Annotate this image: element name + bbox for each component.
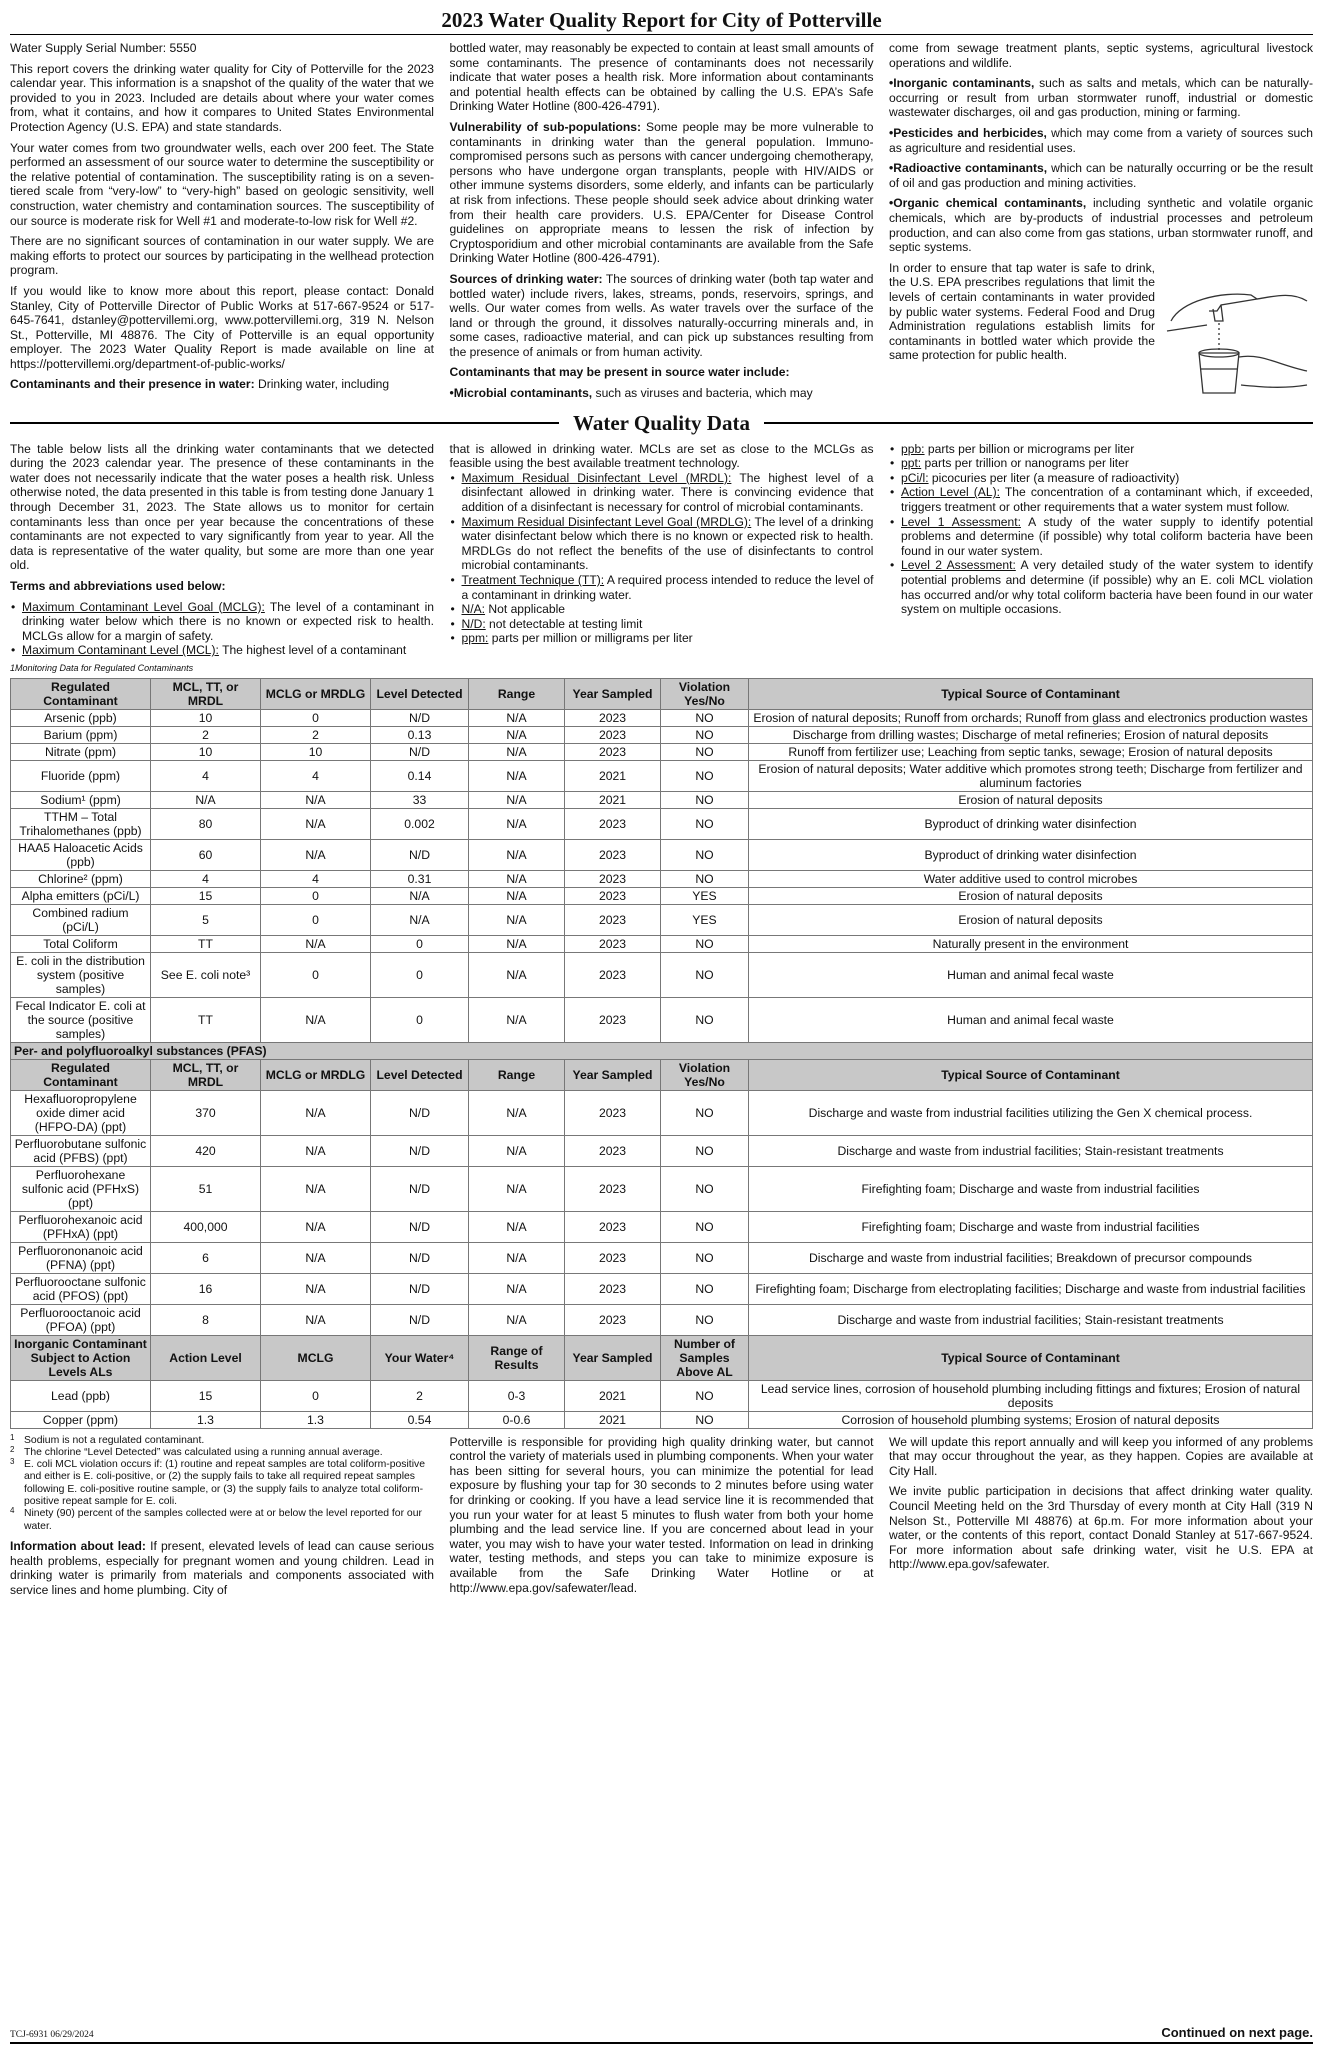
- contaminant-bullet: • Radioactive contaminants, which can be naturally occurring or be the result of oil and gas production and mining activities.: [889, 161, 1313, 190]
- table-row: [11, 887, 1313, 904]
- table-cell: 0.13: [371, 726, 469, 743]
- pfas-row: [11, 1304, 1313, 1335]
- table-cell: 2023: [565, 887, 661, 904]
- section-heading: Water Quality Data: [573, 410, 750, 435]
- table-cell: 2021: [565, 1411, 661, 1428]
- report-page: [10, 6, 1313, 2044]
- intro-paragraph: Contaminants and their presence in water: Drinking water, including: [10, 377, 390, 392]
- table-cell: N/D: [371, 1211, 469, 1242]
- table-row: [11, 726, 1313, 743]
- table-cell: Discharge and waste from industrial facilities; Stain-resistant treatments: [749, 1135, 1313, 1166]
- intro-paragraph: Your water comes from two groundwater wells, each over 200 feet. The State performed an assessment of our source water to determine the susceptibility or the relative potential of contamination. The susceptibility rating is on a seven-tiered scale from “very-low” to “very-high” based on geologic sensitivity, well construction, water chemistry and contamination sources. The susceptibility of our source is moderate risk for Well #1 and moderate-to-low risk for Well #2.: [10, 140, 434, 228]
- table-cell: TTHM – Total Trihalomethanes (ppb): [11, 808, 151, 839]
- term-item: • N/A: Not applicable: [462, 602, 874, 617]
- intro-paragraph: There are no significant sources of contamination in our water supply. We are making efforts to protect our sources by participating in the wellhead protection program.: [10, 234, 434, 278]
- term-continuation: that is allowed in drinking water. MCLs are set as close to the MCLGs as feasible using the best available treatment technology.: [449, 441, 874, 471]
- table-cell: TT: [151, 935, 261, 952]
- table-cell: Discharge from drilling wastes; Discharge of metal refineries; Erosion of natural deposits: [749, 726, 1313, 743]
- intro-paragraph: Vulnerability of sub-populations: Some people may be more vulnerable to contaminants in drinking water than the general population. Immuno-compromised persons such as persons with cancer undergoing chemotherapy, persons who have undergone organ transplants, people with HIV/AIDS or other immune systems disorders, some elderly, and infants can be particularly at risk from infections. These people should seek advice about drinking water from their health care providers. U.S. EPA/Center for Disease Control guidelines on appropriate means to lessen the risk of infection by Cryptosporidium and other microbial contaminants are available from the Safe Drinking Water Hotline (800-426-4791).: [449, 119, 874, 266]
- table-cell: 370: [151, 1090, 261, 1135]
- intro-subheading: Contaminants that may be present in source water include:: [449, 365, 790, 380]
- column-header: Year Sampled: [565, 1059, 661, 1090]
- table-cell: Discharge and waste from industrial facilities; Stain-resistant treatments: [749, 1304, 1313, 1335]
- column-header: Typical Source of Contaminant: [749, 1059, 1313, 1090]
- table-cell: N/A: [469, 726, 565, 743]
- pfas-rows: [11, 1090, 1313, 1335]
- lead-col-3: [889, 1435, 1313, 1602]
- table-cell: Byproduct of drinking water disinfection: [749, 839, 1313, 870]
- pfas-row: [11, 1090, 1313, 1135]
- table-cell: 2023: [565, 808, 661, 839]
- column-header: Typical Source of Contaminant: [749, 1335, 1313, 1380]
- column-header: MCL, TT, or MRDL: [151, 1059, 261, 1090]
- table-cell: 2023: [565, 709, 661, 726]
- pfas-row: [11, 1135, 1313, 1166]
- term-item: • Action Level (AL): The concentration of a contaminant which, if exceeded, triggers treatment or other requirements that a water system must follow.: [901, 485, 1313, 514]
- term-item: • Maximum Contaminant Level Goal (MCLG): The level of a contaminant in drinking water below which there is no known or expected risk to health. MCLGs allow for a margin of safety.: [22, 600, 434, 644]
- table-cell: N/A: [469, 1273, 565, 1304]
- table-cell: N/A: [469, 952, 565, 997]
- table-row: [11, 709, 1313, 726]
- table-cell: N/A: [261, 1166, 371, 1211]
- table-cell: N/A: [469, 887, 565, 904]
- term-item: • ppb: parts per billion or micrograms per liter: [901, 442, 1313, 457]
- table-cell: 0-3: [469, 1380, 565, 1411]
- table-cell: 4: [151, 870, 261, 887]
- table-cell: Perfluorohexanoic acid (PFHxA) (ppt): [11, 1211, 151, 1242]
- table-cell: NO: [661, 1242, 749, 1273]
- table-cell: Water additive used to control microbes: [749, 870, 1313, 887]
- table-cell: NO: [661, 1135, 749, 1166]
- table-cell: Fecal Indicator E. coli at the source (positive samples): [11, 997, 151, 1042]
- table-cell: N/A: [469, 1090, 565, 1135]
- table-cell: 2023: [565, 1166, 661, 1211]
- table-cell: N/A: [261, 1211, 371, 1242]
- pfas-row: [11, 1273, 1313, 1304]
- table-cell: HAA5 Haloacetic Acids (ppb): [11, 839, 151, 870]
- table-cell: Perfluorobutane sulfonic acid (PFBS) (ppt): [11, 1135, 151, 1166]
- table-cell: 4: [261, 870, 371, 887]
- table-cell: 2023: [565, 839, 661, 870]
- table-cell: 0: [261, 709, 371, 726]
- table-cell: 2023: [565, 997, 661, 1042]
- table-cell: 0.002: [371, 808, 469, 839]
- term-item: • Maximum Residual Disinfectant Level Goal (MRDLG): The level of a drinking water disinfectant below which there is no known or expected risk to health. MRDLGs do not reflect the benefits of the use of disinfectants to control microbial contaminants.: [462, 515, 874, 573]
- pfas-row: [11, 1242, 1313, 1273]
- table-cell: N/A: [469, 743, 565, 760]
- table-cell: N/A: [261, 1090, 371, 1135]
- table-cell: 4: [261, 760, 371, 791]
- footer-columns: [10, 1432, 1313, 1602]
- table-cell: NO: [661, 997, 749, 1042]
- table-cell: NO: [661, 1166, 749, 1211]
- table-cell: 2023: [565, 1090, 661, 1135]
- table-cell: 0.31: [371, 870, 469, 887]
- table-cell: 60: [151, 839, 261, 870]
- table-row: [11, 904, 1313, 935]
- table-cell: Firefighting foam; Discharge and waste from industrial facilities: [749, 1211, 1313, 1242]
- table-cell: N/D: [371, 1090, 469, 1135]
- column-header: Regulated Contaminant: [11, 678, 151, 709]
- table-cell: NO: [661, 1211, 749, 1242]
- terms-list: [450, 471, 874, 646]
- pfas-row: [11, 1166, 1313, 1211]
- column-header: Range of Results: [469, 1335, 565, 1380]
- table-cell: N/A: [261, 808, 371, 839]
- table-cell: NO: [661, 952, 749, 997]
- column-header: Regulated Contaminant: [11, 1059, 151, 1090]
- table-cell: 0: [261, 952, 371, 997]
- footnotes-col: [10, 1432, 434, 1602]
- table-cell: N/A: [469, 904, 565, 935]
- action-level-row: [11, 1380, 1313, 1411]
- table-cell: Corrosion of household plumbing systems; Erosion of natural deposits: [749, 1411, 1313, 1428]
- table-cell: NO: [661, 1304, 749, 1335]
- table-cell: Total Coliform: [11, 935, 151, 952]
- table-cell: Firefighting foam; Discharge and waste from industrial facilities: [749, 1166, 1313, 1211]
- table-cell: 2021: [565, 760, 661, 791]
- table-cell: Discharge and waste from industrial facilities utilizing the Gen X chemical process.: [749, 1090, 1313, 1135]
- table-row: [11, 808, 1313, 839]
- table-cell: N/A: [469, 808, 565, 839]
- term-item: • Treatment Technique (TT): A required process intended to reduce the level of a contaminant in drinking water.: [462, 573, 874, 602]
- table-cell: See E. coli note³: [151, 952, 261, 997]
- table-cell: 2023: [565, 726, 661, 743]
- table-cell: N/D: [371, 1304, 469, 1335]
- column-header: Action Level: [151, 1335, 261, 1380]
- table-cell: NO: [661, 1380, 749, 1411]
- table-cell: 0: [371, 952, 469, 997]
- table-cell: Human and animal fecal waste: [749, 997, 1313, 1042]
- table-cell: NO: [661, 791, 749, 808]
- table-cell: 0: [261, 887, 371, 904]
- lead-paragraph: Potterville is responsible for providing high quality drinking water, but cannot control the variety of materials used in plumbing components. When your water has been sitting for several hours, you can minimize the potential for lead exposure by flushing your tap for 30 seconds to 2 minutes before using water for drinking or cooking. If you have a lead service line it is recommended that you run your water for at least 5 minutes to flush water from both your home plumbing and the lead service line. If you are concerned about lead in your water, you may wish to have your water tested. Information on lead in drinking water, testing methods, and steps you can take to minimize exposure is available from the Safe Drinking Water Hotline or at http://www.epa.gov/safewater/lead.: [449, 1434, 874, 1595]
- document-code: TCJ-6931 06/29/2024: [10, 2030, 94, 2040]
- table-cell: N/A: [261, 839, 371, 870]
- table-cell: 10: [261, 743, 371, 760]
- term-item: • N/D: not detectable at testing limit: [462, 617, 874, 632]
- term-item: • ppt: parts per trillion or nanograms per liter: [901, 456, 1313, 471]
- table-cell: 2023: [565, 1135, 661, 1166]
- column-header: Inorganic Contaminant Subject to Action Levels ALs: [11, 1335, 151, 1380]
- table-cell: N/A: [469, 1242, 565, 1273]
- table-row: [11, 997, 1313, 1042]
- table-cell: N/A: [469, 1304, 565, 1335]
- table-cell: 1.3: [261, 1411, 371, 1428]
- table-cell: Arsenic (ppb): [11, 709, 151, 726]
- pfas-band-label: Per- and polyfluoroalkyl substances (PFAS): [11, 1042, 1313, 1059]
- table-cell: N/A: [469, 935, 565, 952]
- table-cell: Erosion of natural deposits: [749, 904, 1313, 935]
- table-cell: N/A: [469, 839, 565, 870]
- participation-paragraph: We invite public participation in decisions that affect drinking water quality. Council Meeting held on the 3rd Thursday of every month at City Hall (319 N Nelson St., Potterville MI 48876) at 6p.m. For more information about your water, or the contents of this report, contact Donald Stanley at 517-667-9524. For more information about safe drinking water, visit he U.S. EPA at http://www.epa.gov/safewater.: [889, 1484, 1313, 1572]
- table-cell: N/D: [371, 839, 469, 870]
- column-header: MCLG or MRDLG: [261, 1059, 371, 1090]
- table-cell: Nitrate (ppm): [11, 743, 151, 760]
- table-cell: N/A: [261, 997, 371, 1042]
- footnote: 1 Sodium is not a regulated contaminant.: [10, 1432, 205, 1446]
- table-cell: YES: [661, 887, 749, 904]
- table-cell: N/A: [469, 997, 565, 1042]
- table-cell: N/A: [469, 1135, 565, 1166]
- table-cell: Hexafluoropropylene oxide dimer acid (HFPO-DA) (ppt): [11, 1090, 151, 1135]
- table-cell: N/A: [469, 760, 565, 791]
- intro-columns: [10, 41, 1313, 407]
- table-cell: N/A: [261, 1304, 371, 1335]
- table-cell: 2023: [565, 904, 661, 935]
- divider-line: [764, 422, 1313, 424]
- pfas-band-row: [11, 1042, 1313, 1059]
- table-cell: Alpha emitters (pCi/L): [11, 887, 151, 904]
- footnote: 3 E. coli MCL violation occurs if: (1) routine and repeat samples are total coliform-positive and either is E. coli-positive, or (2) the supply fails to take all required repeat samples following E. coli-positive routine sample, or (3) the supply fails to analyze total coliform-positive repeat sample for E. coli.: [10, 1457, 425, 1508]
- table-cell: Barium (ppm): [11, 726, 151, 743]
- pfas-row: [11, 1211, 1313, 1242]
- glass-filling-illustration: [1161, 261, 1313, 401]
- table-cell: Lead (ppb): [11, 1380, 151, 1411]
- lead-info: Information about lead: If present, elevated levels of lead can cause serious health problems, especially for pregnant women and young children. Lead in drinking water is primarily from materials and components associated with service lines and home plumbing. City of: [10, 1538, 434, 1597]
- table-cell: 15: [151, 887, 261, 904]
- contact-paragraph: If you would like to know more about this report, please contact: Donald Stanley, City of Potterville Director of Public Works at 517-667-9524 or 517-645-7641, dstanley@pottervillemi.org, www.pottervillemi.org, 319 N. Nelson St., Potterville, MI 48876. The City of Potterville is an equal opportunity employer. The 2023 Water Quality Report is made available on line at https://pottervillemi.org/department-of-public-works/: [10, 283, 434, 371]
- table-cell: 400,000: [151, 1211, 261, 1242]
- contaminant-bullet: • Pesticides and herbicides, which may come from a variety of sources such as agriculture and residential uses.: [889, 126, 1313, 155]
- table-cell: 6: [151, 1242, 261, 1273]
- table-cell: Naturally present in the environment: [749, 935, 1313, 952]
- column-header: Your Water⁴: [371, 1335, 469, 1380]
- column-header: Level Detected: [371, 678, 469, 709]
- table-cell: 2023: [565, 1211, 661, 1242]
- table-cell: NO: [661, 743, 749, 760]
- table-row: [11, 839, 1313, 870]
- intro-paragraph: bottled water, may reasonably be expected to contain at least small amounts of some contaminants. The presence of contaminants does not necessarily indicate that water poses a health risk. More information about contaminants and potential health effects can be obtained by calling the U.S. EPA’s Safe Drinking Water Hotline (800-426-4791).: [449, 41, 874, 114]
- table-cell: 5: [151, 904, 261, 935]
- table-cell: 2021: [565, 791, 661, 808]
- table-cell: Perfluorooctanoic acid (PFOA) (ppt): [11, 1304, 151, 1335]
- intro-paragraph: Sources of drinking water: The sources of drinking water (both tap water and bottled water) include rivers, lakes, streams, ponds, reservoirs, springs, and wells. Our water comes from wells. As water travels over the surface of the land or through the ground, it dissolves naturally-occurring minerals and, in some cases, radioactive material, and can pick up substances resulting from the presence of animals or from human activity.: [449, 271, 874, 359]
- table-cell: N/A: [469, 1211, 565, 1242]
- table-cell: N/D: [371, 743, 469, 760]
- column-header: Number of Samples Above AL: [661, 1335, 749, 1380]
- terms-list: [889, 442, 1313, 617]
- table-cell: Erosion of natural deposits; Water additive which promotes strong teeth; Discharge from fertilizer and aluminum factories: [749, 760, 1313, 791]
- table-cell: Human and animal fecal waste: [749, 952, 1313, 997]
- table-row: [11, 743, 1313, 760]
- table-cell: N/A: [371, 904, 469, 935]
- table-cell: NO: [661, 839, 749, 870]
- table-cell: N/A: [469, 870, 565, 887]
- table-cell: N/A: [469, 709, 565, 726]
- table-row: [11, 791, 1313, 808]
- table-cell: 2: [151, 726, 261, 743]
- table-cell: 0: [261, 1380, 371, 1411]
- table-cell: 80: [151, 808, 261, 839]
- table-cell: N/A: [261, 1273, 371, 1304]
- terms-heading: Terms and abbreviations used below:: [10, 579, 226, 593]
- table-cell: 2: [371, 1380, 469, 1411]
- al-header-row: [11, 1335, 1313, 1380]
- table-cell: YES: [661, 904, 749, 935]
- column-header: Range: [469, 1059, 565, 1090]
- table-cell: 0: [261, 904, 371, 935]
- table-cell: 10: [151, 709, 261, 726]
- terms-col-2: [450, 442, 874, 678]
- table-cell: Fluoride (ppm): [11, 760, 151, 791]
- divider-line: [10, 422, 559, 424]
- table-cell: N/A: [469, 1166, 565, 1211]
- table-cell: N/A: [261, 1135, 371, 1166]
- terms-columns: [10, 442, 1313, 678]
- wqd-intro: The table below lists all the drinking water contaminants that we detected during the 2023 calendar year. The presence of these contaminants in the water does not necessarily indicate that the water poses a health risk. Unless otherwise noted, the data presented in this table is from testing done January 1 through December 31, 2023. The State allows us to monitor for certain contaminants less than once per year because the concentrations of these contaminants are not expected to vary significantly from year to year. All the data is representative of the water quality, but some are more than one year old.: [10, 441, 434, 573]
- table-cell: 0.14: [371, 760, 469, 791]
- table-row: [11, 952, 1313, 997]
- table-row: [11, 760, 1313, 791]
- table-cell: Erosion of natural deposits; Runoff from orchards; Runoff from glass and electronics production wastes: [749, 709, 1313, 726]
- table-cell: N/A: [261, 791, 371, 808]
- water-quality-heading-bar: [10, 411, 1313, 436]
- term-item: • Maximum Residual Disinfectant Level (MRDL): The highest level of a disinfectant allowed in drinking water. There is convincing evidence that addition of a disinfectant is necessary for control of microbial contaminants.: [462, 471, 874, 515]
- intro-col-1: [10, 41, 434, 407]
- serial-number: Water Supply Serial Number: 5550: [10, 41, 197, 55]
- table-cell: 0-0.6: [469, 1411, 565, 1428]
- intro-paragraph: come from sewage treatment plants, septic systems, agricultural livestock operations and wildlife.: [889, 41, 1313, 70]
- table-cell: 2023: [565, 1242, 661, 1273]
- table-cell: N/A: [469, 791, 565, 808]
- table-cell: 420: [151, 1135, 261, 1166]
- regulated-rows: [11, 709, 1313, 1042]
- table-cell: NO: [661, 726, 749, 743]
- term-item: • Maximum Contaminant Level (MCL): The highest level of a contaminant: [22, 643, 434, 658]
- table-cell: 2023: [565, 952, 661, 997]
- table-cell: Perfluorohexane sulfonic acid (PFHxS) (ppt): [11, 1166, 151, 1211]
- contaminant-bullet: • Organic chemical contaminants, including synthetic and volatile organic chemicals, which are by-products of industrial processes and petroleum production, and can also come from gas stations, urban stormwater runoff, and septic systems.: [889, 196, 1313, 254]
- table-cell: 4: [151, 760, 261, 791]
- update-paragraph: We will update this report annually and will keep you informed of any problems that may occur throughout the year, as they happen. Copies are available at City Hall.: [889, 1434, 1313, 1478]
- action-level-row: [11, 1411, 1313, 1428]
- table-cell: Erosion of natural deposits: [749, 791, 1313, 808]
- table-cell: Byproduct of drinking water disinfection: [749, 808, 1313, 839]
- table-cell: N/A: [371, 887, 469, 904]
- table-cell: N/D: [371, 709, 469, 726]
- column-header: Violation Yes/No: [661, 678, 749, 709]
- table-cell: Erosion of natural deposits: [749, 887, 1313, 904]
- table-row: [11, 935, 1313, 952]
- table-cell: N/D: [371, 1166, 469, 1211]
- column-header: Typical Source of Contaminant: [749, 678, 1313, 709]
- table-cell: Combined radium (pCi/L): [11, 904, 151, 935]
- table-cell: N/A: [261, 935, 371, 952]
- term-item: • ppm: parts per million or milligrams per liter: [462, 631, 874, 646]
- table-cell: NO: [661, 1273, 749, 1304]
- table-cell: N/A: [261, 1242, 371, 1273]
- contaminant-bullet: • Microbial contaminants, such as viruses and bacteria, which may: [450, 386, 874, 401]
- table-cell: NO: [661, 760, 749, 791]
- table-cell: 0.54: [371, 1411, 469, 1428]
- contaminant-table: [10, 678, 1313, 1429]
- table-cell: N/D: [371, 1135, 469, 1166]
- table-cell: Discharge and waste from industrial facilities; Breakdown of precursor compounds: [749, 1242, 1313, 1273]
- table-cell: 51: [151, 1166, 261, 1211]
- table-cell: 2: [261, 726, 371, 743]
- table-cell: N/A: [151, 791, 261, 808]
- table-cell: NO: [661, 808, 749, 839]
- table-cell: Sodium¹ (ppm): [11, 791, 151, 808]
- report-title: 2023 Water Quality Report for City of Potterville: [10, 6, 1313, 35]
- table-cell: 10: [151, 743, 261, 760]
- terms-list: [10, 600, 434, 658]
- column-header: Level Detected: [371, 1059, 469, 1090]
- table-cell: Perfluorononanoic acid (PFNA) (ppt): [11, 1242, 151, 1273]
- table-cell: 1.3: [151, 1411, 261, 1428]
- table-cell: E. coli in the distribution system (positive samples): [11, 952, 151, 997]
- table-cell: Runoff from fertilizer use; Leaching from septic tanks, sewage; Erosion of natural deposits: [749, 743, 1313, 760]
- monitoring-note: 1Monitoring Data for Regulated Contaminants: [10, 662, 194, 673]
- table-cell: 16: [151, 1273, 261, 1304]
- terms-col-1: [10, 442, 434, 678]
- table-cell: 0: [371, 935, 469, 952]
- table-cell: Perfluorooctane sulfonic acid (PFOS) (ppt): [11, 1273, 151, 1304]
- table-cell: N/D: [371, 1242, 469, 1273]
- terms-col-3: [889, 442, 1313, 678]
- table-cell: 2023: [565, 1304, 661, 1335]
- table-cell: Copper (ppm): [11, 1411, 151, 1428]
- table-cell: TT: [151, 997, 261, 1042]
- action-level-rows: [11, 1380, 1313, 1428]
- intro-paragraph: This report covers the drinking water quality for City of Potterville for the 2023 calendar year. This information is a snapshot of the quality of the water that we provided to you in 2023. Included are details about where your water comes from, what it contains, and how it compares to United States Environmental Protection Agency (U.S. EPA) and state standards.: [10, 61, 434, 134]
- continued-label: Continued on next page.: [1161, 2025, 1313, 2040]
- table-cell: 0: [371, 997, 469, 1042]
- table-cell: NO: [661, 709, 749, 726]
- column-header: Year Sampled: [565, 1335, 661, 1380]
- column-header: Range: [469, 678, 565, 709]
- column-header: MCLG or MRDLG: [261, 678, 371, 709]
- table-row: [11, 870, 1313, 887]
- table-cell: N/D: [371, 1273, 469, 1304]
- intro-col-3: [889, 41, 1313, 407]
- term-item: • Level 2 Assessment: A very detailed study of the water system to identify potential problems and determine (if possible) why an E. coli MCL violation has occurred and/or why total coliform bacteria have been found in our water system on multiple occasions.: [901, 558, 1313, 616]
- term-item: • Level 1 Assessment: A study of the water supply to identify potential problems and determine (if possible) why total coliform bacteria have been found in our water system.: [901, 515, 1313, 559]
- intro-paragraph: In order to ensure that tap water is safe to drink, the U.S. EPA prescribes regulations that limit the levels of certain contaminants in water provided by public water systems. Federal Food and Drug Administration regulations establish limits for contaminants in bottled water which provide the same protection for public health.: [889, 261, 1313, 363]
- table-cell: 2023: [565, 870, 661, 887]
- table-cell: Lead service lines, corrosion of household plumbing including fittings and fixtures; Erosion of natural deposits: [749, 1380, 1313, 1411]
- table-cell: 2023: [565, 743, 661, 760]
- column-header: Violation Yes/No: [661, 1059, 749, 1090]
- footnote: 2 The chlorine “Level Detected” was calculated using a running annual average.: [10, 1444, 383, 1458]
- lead-col-2: [450, 1435, 874, 1602]
- table-cell: NO: [661, 870, 749, 887]
- column-header: MCL, TT, or MRDL: [151, 678, 261, 709]
- table-cell: 2023: [565, 1273, 661, 1304]
- table-header-row: [11, 678, 1313, 709]
- table-cell: NO: [661, 1090, 749, 1135]
- table-cell: 2023: [565, 935, 661, 952]
- table-cell: NO: [661, 935, 749, 952]
- table-cell: Chlorine² (ppm): [11, 870, 151, 887]
- pfas-header-row: [11, 1059, 1313, 1090]
- term-item: • pCi/l: picocuries per liter (a measure of radioactivity): [901, 471, 1313, 486]
- table-cell: 15: [151, 1380, 261, 1411]
- column-header: MCLG: [261, 1335, 371, 1380]
- table-cell: 2021: [565, 1380, 661, 1411]
- contaminant-bullet: • Inorganic contaminants, such as salts and metals, which can be naturally-occurring or result from urban stormwater runoff, industrial or domestic wastewater discharges, oil and gas production, mining or farming.: [889, 76, 1313, 120]
- intro-col-2: [450, 41, 874, 407]
- table-cell: Firefighting foam; Discharge from electroplating facilities; Discharge and waste from industrial facilities: [749, 1273, 1313, 1304]
- footnote: 4 Ninety (90) percent of the samples collected were at or below the level reported for our water.: [10, 1506, 422, 1532]
- bottom-bar: [10, 2025, 1313, 2040]
- column-header: Year Sampled: [565, 678, 661, 709]
- table-cell: 33: [371, 791, 469, 808]
- table-cell: NO: [661, 1411, 749, 1428]
- table-cell: 8: [151, 1304, 261, 1335]
